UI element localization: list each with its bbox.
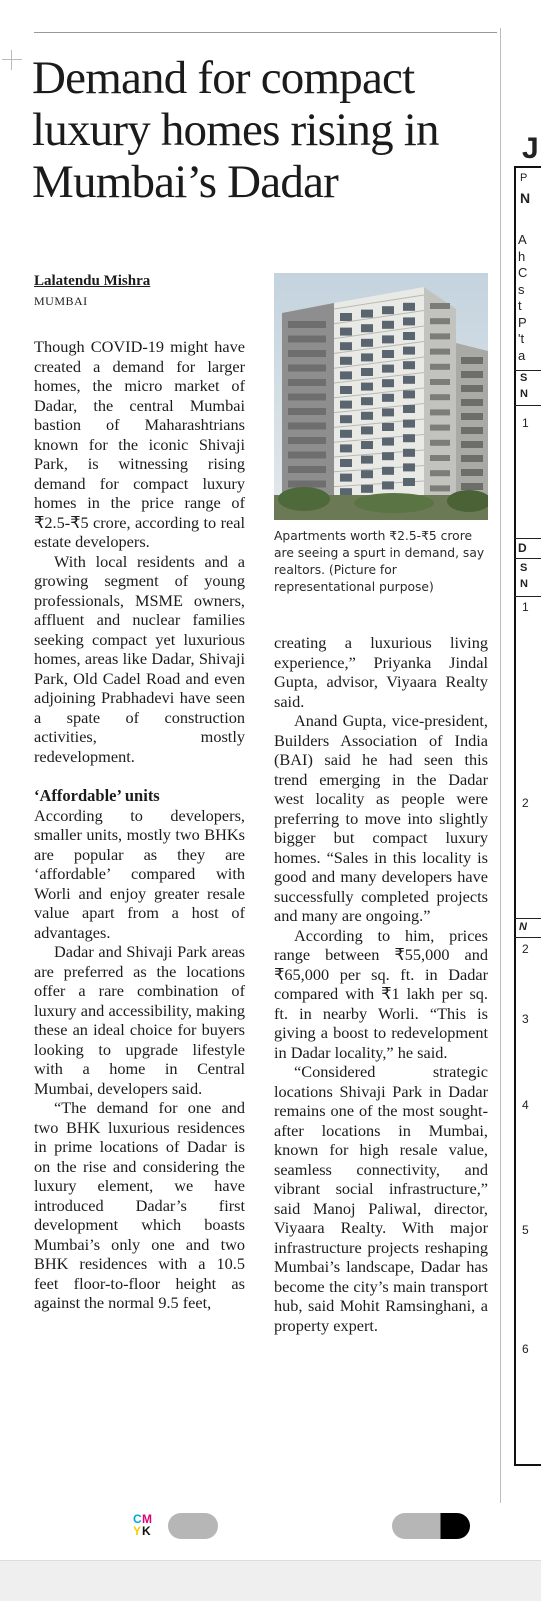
dateline: MUMBAI [34,294,88,308]
table-row-number: 1 [522,416,529,430]
headline: Demand for compact luxury homes rising in Mumbai’s Dadar [32,52,439,208]
table-rule [514,370,541,371]
cmyk-registration-mark [133,1513,151,1537]
paragraph: creating a luxurious living experience,” Priyanka Jindal Gupta, advisor, Viyaara Realty said. [274,633,488,711]
building-photo [274,273,488,520]
paragraph: Dadar and Shivaji Park areas are preferred as the locations offer a rare combination of luxury and accessibility, making these an ideal choice for buyers looking to upgrade lifestyle with a home in Central Mumbai, developers said. [34,942,245,1098]
adjacent-article-panel [510,0,541,1480]
adjacent-text-letter: P [518,314,527,330]
adjacent-header-glyph: J [522,132,539,165]
apartment-building-illustration [274,273,488,520]
table-header-cell: N [519,921,527,933]
adjacent-text-letter: s [518,281,525,297]
table-rule [514,558,541,559]
table-row-number: 5 [522,1223,529,1237]
photo-caption: Apartments worth ₹2.5-₹5 crore are seeing a spurt in demand, say realtors. (Picture for representational purpose) [274,529,485,594]
table-row-number: 2 [522,942,529,956]
cmyk-letter: C [133,1512,142,1526]
article-column-2 [274,633,488,1335]
paragraph: According to him, prices range between ₹55,000 and ₹65,000 per sq. ft. in Dadar compared with ₹1 lakh per sq. ft. in nearby Worli. “This is giving a boost to redevelopment in Dadar locality,” he said. [274,925,488,1062]
paragraph: Though COVID-19 might have created a demand for larger homes, the micro market of Dadar, the central Mumbai bastion of Maharashtrians known for the iconic Shivaji Park, is witnessing rising demand for compact luxury homes in the price range of ₹2.5-₹5 crore, according to real estate developers. [34,337,245,551]
paragraph: With local residents and a growing segment of young professionals, MSME owners, affluent and nuclear families seeking compact yet luxurious homes, areas like Dadar, Shivaji Park, Old Cadel Road and even adjoining Prabhadevi have seen a spate of construction activities, mostly redevelopment. [34,551,245,766]
adjacent-text-letter: A [518,232,527,247]
table-header-cell: S [520,562,528,574]
adjacent-text-letter: a [518,347,526,363]
top-rule [34,32,497,33]
paragraph: According to developers, smaller units, mostly two BHKs are popular as they are ‘affordable’ compared with Worli and enjoy greater resale value apart from a host of advantages. [34,805,245,942]
paragraph: “Considered strategic locations Shivaji Park in Dadar remains one of the most sought-after locations in Mumbai, known for high resale value, seamless connectivity, and vibrant social infrastructure,” said Manoj Paliwal, director, Viyaara Realty. With major infrastructure projects reshaping Mumbai’s landscape, Dadar has become the city’s main transport hub, said Mohit Ramsinghani, a property expert. [274,1062,488,1335]
viewer-bottom-bar [0,1560,541,1601]
table-row-number: 2 [522,796,529,810]
table-header-cell: N [520,578,528,590]
table-header-cell: N [520,388,528,400]
adjacent-text-letter: 't [518,331,525,346]
adjacent-header-box [514,82,541,168]
table-rule [514,937,541,938]
column-divider [500,28,501,1503]
adjacent-label: N [520,190,531,206]
table-row-number: 6 [522,1342,529,1356]
paragraph: Anand Gupta, vice-president, Builders Association of India (BAI) said he had seen this trend emerging in the Dadar west locality as people were preferring to move into slightly bigger but compact luxury homes. “Sales in this locality is good and many developers have successfully completed projects and many are ongoing.” [274,711,488,925]
subheading: ‘Affordable’ units [34,786,160,805]
adjacent-text-letter: C [518,265,528,280]
crop-mark-icon [2,50,22,70]
table-header-cell: S [520,372,528,384]
table-rule [514,538,541,539]
registration-pill-left [168,1513,218,1539]
table-title: D [518,541,527,555]
adjacent-text-letter: t [518,298,522,313]
adjacent-text-letter: h [518,248,526,264]
table-row-number: 4 [522,1098,529,1112]
table-row-number: 1 [522,600,529,614]
cmyk-letter: M [142,1512,152,1526]
author-byline[interactable]: Lalatendu Mishra [34,273,151,289]
table-rule [514,405,541,406]
cmyk-letter: Y [133,1524,142,1538]
registration-pill-right [392,1513,470,1539]
article-column-1 [34,337,245,1313]
adjacent-label: P [520,172,528,184]
paragraph: “The demand for one and two BHK luxurious residences in prime locations of Dadar is on the rise and considering the luxury element, we have introduced Dadar’s first development which boasts Mumbai’s only one and two BHK residences with a 10.5 feet floor-to-floor height as against the normal 9.5 feet, [34,1098,245,1312]
cmyk-letter: K [142,1524,151,1538]
table-rule [514,918,541,919]
table-row-number: 3 [522,1012,529,1026]
table-rule [514,596,541,597]
